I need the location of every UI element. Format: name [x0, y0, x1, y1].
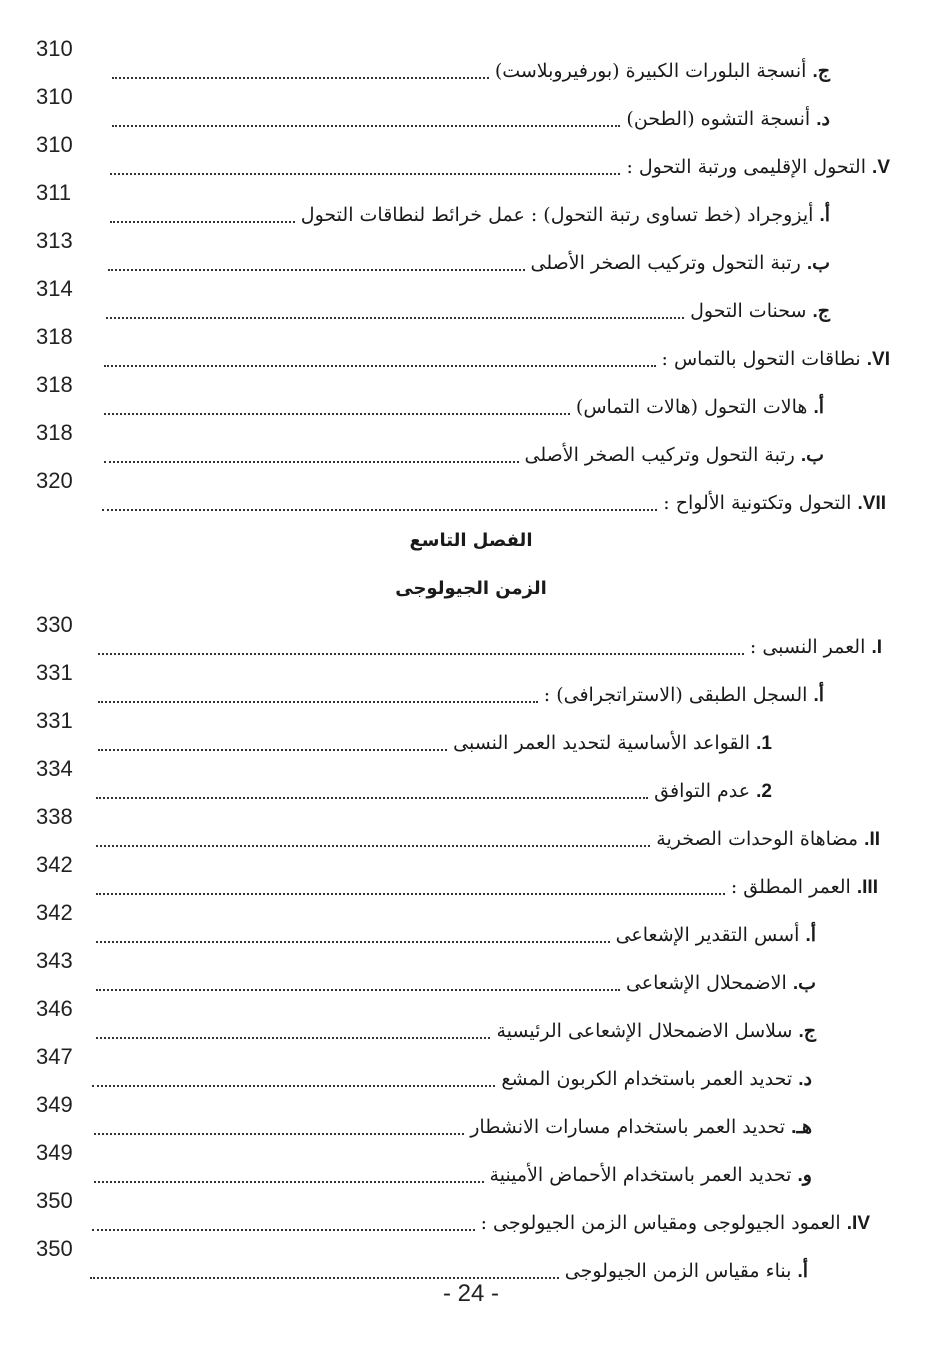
chapter-label: الفصل التاسع	[409, 530, 533, 551]
page-number: 318	[36, 372, 73, 397]
entry-text: أنسجة التشوه (الطحن)	[626, 108, 811, 130]
toc-entry-line	[98, 632, 882, 662]
dot-leader	[96, 845, 650, 847]
page-number: 331	[36, 708, 73, 733]
toc-entry	[0, 900, 942, 948]
dot-leader	[104, 365, 656, 367]
entry-marker: 2.	[756, 781, 772, 802]
toc-entry	[0, 996, 942, 1044]
entry-text: أسس التقدير الإشعاعى	[615, 924, 800, 946]
toc-entry	[0, 276, 942, 324]
page-number: 342	[36, 852, 73, 877]
dot-leader	[98, 701, 538, 703]
entry-label	[626, 153, 890, 182]
dot-leader	[94, 1133, 464, 1135]
toc-entry-line	[110, 200, 830, 230]
toc-entry-line	[98, 728, 772, 758]
toc-entry-line	[96, 1016, 816, 1046]
entry-label	[626, 105, 830, 134]
entry-label	[531, 249, 831, 278]
page-number: 310	[36, 36, 73, 61]
toc-entry	[0, 324, 942, 372]
entry-text: نطاقات التحول بالتماس :	[661, 348, 861, 370]
toc-entry-line	[110, 152, 890, 182]
entry-text: تحديد العمر باستخدام الأحماض الأمينية	[489, 1164, 792, 1186]
dot-leader	[96, 893, 725, 895]
toc-entry	[0, 708, 942, 756]
page-number: 334	[36, 756, 73, 781]
toc-entry-line	[112, 104, 830, 134]
toc-entry	[0, 660, 942, 708]
entry-label	[496, 1017, 816, 1046]
dot-leader	[90, 1277, 559, 1279]
entry-label	[453, 729, 772, 758]
page-number: 310	[36, 84, 73, 109]
dot-leader	[92, 1229, 475, 1231]
toc-entry	[0, 84, 942, 132]
entry-marker: ب.	[792, 973, 816, 994]
toc-entry-line	[96, 920, 816, 950]
page-number: 347	[36, 1044, 73, 1069]
entry-marker: د.	[798, 1069, 812, 1090]
entry-text: بناء مقياس الزمن الجيولوجى	[564, 1260, 792, 1282]
entry-marker: أ.	[819, 205, 830, 226]
entry-marker: أ.	[813, 397, 824, 418]
toc-entry	[0, 852, 942, 900]
toc-entry-line	[92, 1064, 812, 1094]
entry-marker: و.	[797, 1165, 812, 1186]
entry-marker: هـ.	[791, 1117, 812, 1138]
page-footer-number: - 24 -	[442, 1280, 499, 1307]
toc-entry-line	[96, 872, 878, 902]
entry-text: القواعد الأساسية لتحديد العمر النسبى	[453, 732, 751, 754]
page-number: 349	[36, 1140, 73, 1165]
page-number: 350	[36, 1236, 73, 1261]
entry-marker: VII.	[857, 493, 886, 514]
toc-entry	[0, 132, 942, 180]
dot-leader	[98, 653, 744, 655]
toc-entry-line	[104, 344, 890, 374]
page-number: 314	[36, 276, 73, 301]
entry-marker: II.	[864, 829, 880, 850]
entry-text: العمر المطلق :	[730, 876, 851, 898]
entry-label	[490, 1161, 812, 1190]
toc-entry	[0, 1236, 942, 1284]
toc-entry-line	[104, 392, 824, 422]
toc-entry-line	[96, 824, 880, 854]
toc-entry	[0, 1140, 942, 1188]
entry-text: التحول الإقليمى ورتبة التحول :	[626, 156, 866, 178]
entry-text: رتبة التحول وتركيب الصخر الأصلى	[524, 444, 795, 466]
dot-leader	[108, 269, 525, 271]
dot-leader	[104, 461, 519, 463]
page-number: 318	[36, 324, 73, 349]
entry-marker: ج.	[812, 301, 830, 322]
page-number: 349	[36, 1092, 73, 1117]
page-number: 342	[36, 900, 73, 925]
entry-marker: V.	[872, 157, 890, 178]
entry-text: العمر النسبى :	[749, 636, 866, 658]
entry-marker: IV.	[846, 1213, 870, 1234]
entry-marker: 1.	[756, 733, 772, 754]
entry-text: سحنات التحول	[690, 300, 807, 322]
page-number: 310	[36, 132, 73, 157]
dot-leader	[96, 941, 610, 943]
entry-text: العمود الجيولوجى ومقياس الزمن الجيولوجى :	[480, 1212, 841, 1234]
toc-entry	[0, 1092, 942, 1140]
toc-entry	[0, 948, 942, 996]
entry-text: أنسجة البلورات الكبيرة (بورفيروبلاست)	[494, 60, 807, 82]
entry-label	[525, 441, 825, 470]
entry-label	[626, 969, 816, 998]
toc-entry-line	[96, 776, 772, 806]
dot-leader	[96, 989, 620, 991]
toc-entry-line	[104, 440, 824, 470]
page-number: 331	[36, 660, 73, 685]
entry-text: تحديد العمر باستخدام الكربون المشع	[501, 1068, 793, 1090]
entry-label	[750, 633, 882, 662]
dot-leader	[110, 221, 295, 223]
entry-marker: ج.	[798, 1021, 816, 1042]
page-number: 343	[36, 948, 73, 973]
entry-label	[481, 1209, 870, 1238]
entry-marker: أ.	[813, 685, 824, 706]
toc-entry	[0, 804, 942, 852]
toc-entry	[0, 1188, 942, 1236]
entry-marker: VI.	[866, 349, 890, 370]
dot-leader	[112, 77, 489, 79]
entry-label	[495, 57, 830, 86]
page-number: 330	[36, 612, 73, 637]
entry-text: عدم التوافق	[654, 780, 751, 802]
entry-text: أيزوجراد (خط تساوى رتبة التحول) : عمل خرائط لنطاقات التحول	[300, 204, 814, 226]
dot-leader	[94, 1181, 484, 1183]
entry-marker: I.	[871, 637, 882, 658]
dot-leader	[106, 317, 684, 319]
dot-leader	[96, 1037, 490, 1039]
toc-entry-line	[96, 968, 816, 998]
toc-entry-line	[102, 488, 886, 518]
entry-marker: ج.	[812, 61, 830, 82]
page-number: 311	[36, 180, 72, 205]
dot-leader	[96, 797, 648, 799]
entry-label	[616, 921, 816, 950]
entry-text: تحديد العمر باستخدام مسارات الانشطار	[470, 1116, 786, 1138]
toc-entry	[0, 36, 942, 84]
entry-text: هالات التحول (هالات التماس)	[575, 396, 808, 418]
entry-text: رتبة التحول وتركيب الصخر الأصلى	[530, 252, 801, 274]
toc-entry-line	[94, 1160, 812, 1190]
entry-marker: د.	[816, 109, 830, 130]
entry-text: التحول وتكتونية الألواح :	[663, 492, 852, 514]
chapter-title: الزمن الجيولوجى	[395, 578, 547, 599]
entry-text: سلاسل الاضمحلال الإشعاعى الرئيسية	[496, 1020, 793, 1042]
toc-entry-line	[94, 1112, 812, 1142]
entry-marker: أ.	[797, 1261, 808, 1282]
entry-label	[662, 345, 890, 374]
dot-leader	[98, 749, 447, 751]
toc-entry	[0, 372, 942, 420]
entry-marker: III.	[856, 877, 878, 898]
toc-entry-line	[112, 56, 830, 86]
toc-entry	[0, 468, 942, 516]
toc-entry	[0, 180, 942, 228]
dot-leader	[92, 1085, 495, 1087]
dot-leader	[102, 509, 657, 511]
toc-entry	[0, 612, 942, 660]
toc-entry-line	[106, 296, 830, 326]
entry-label	[663, 489, 886, 518]
dot-leader	[104, 413, 570, 415]
entry-label	[470, 1113, 812, 1142]
entry-label	[301, 201, 830, 230]
entry-label	[654, 777, 772, 806]
entry-label	[501, 1065, 812, 1094]
entry-text: السجل الطبقى (الاستراتجرافى) :	[543, 684, 808, 706]
page-number: 338	[36, 804, 73, 829]
entry-marker: أ.	[805, 925, 816, 946]
dot-leader	[110, 173, 620, 175]
toc-entry	[0, 228, 942, 276]
entry-marker: ب.	[806, 253, 830, 274]
entry-text: الاضمحلال الإشعاعى	[625, 972, 787, 994]
page-number: 346	[36, 996, 73, 1021]
page-number: 350	[36, 1188, 73, 1213]
toc-entry-line	[98, 680, 824, 710]
page-number: 318	[36, 420, 73, 445]
page-number: 320	[36, 468, 73, 493]
page-number: 313	[36, 228, 73, 253]
entry-text: مضاهاة الوحدات الصخرية	[656, 828, 859, 850]
toc-entry-line	[108, 248, 830, 278]
entry-label	[731, 873, 878, 902]
toc-entry-line	[92, 1208, 870, 1238]
entry-label	[690, 297, 830, 326]
entry-label	[544, 681, 824, 710]
toc-entry	[0, 756, 942, 804]
entry-label	[656, 825, 880, 854]
dot-leader	[112, 125, 620, 127]
entry-label	[576, 393, 824, 422]
toc-entry	[0, 420, 942, 468]
entry-marker: ب.	[800, 445, 824, 466]
toc-entry	[0, 1044, 942, 1092]
